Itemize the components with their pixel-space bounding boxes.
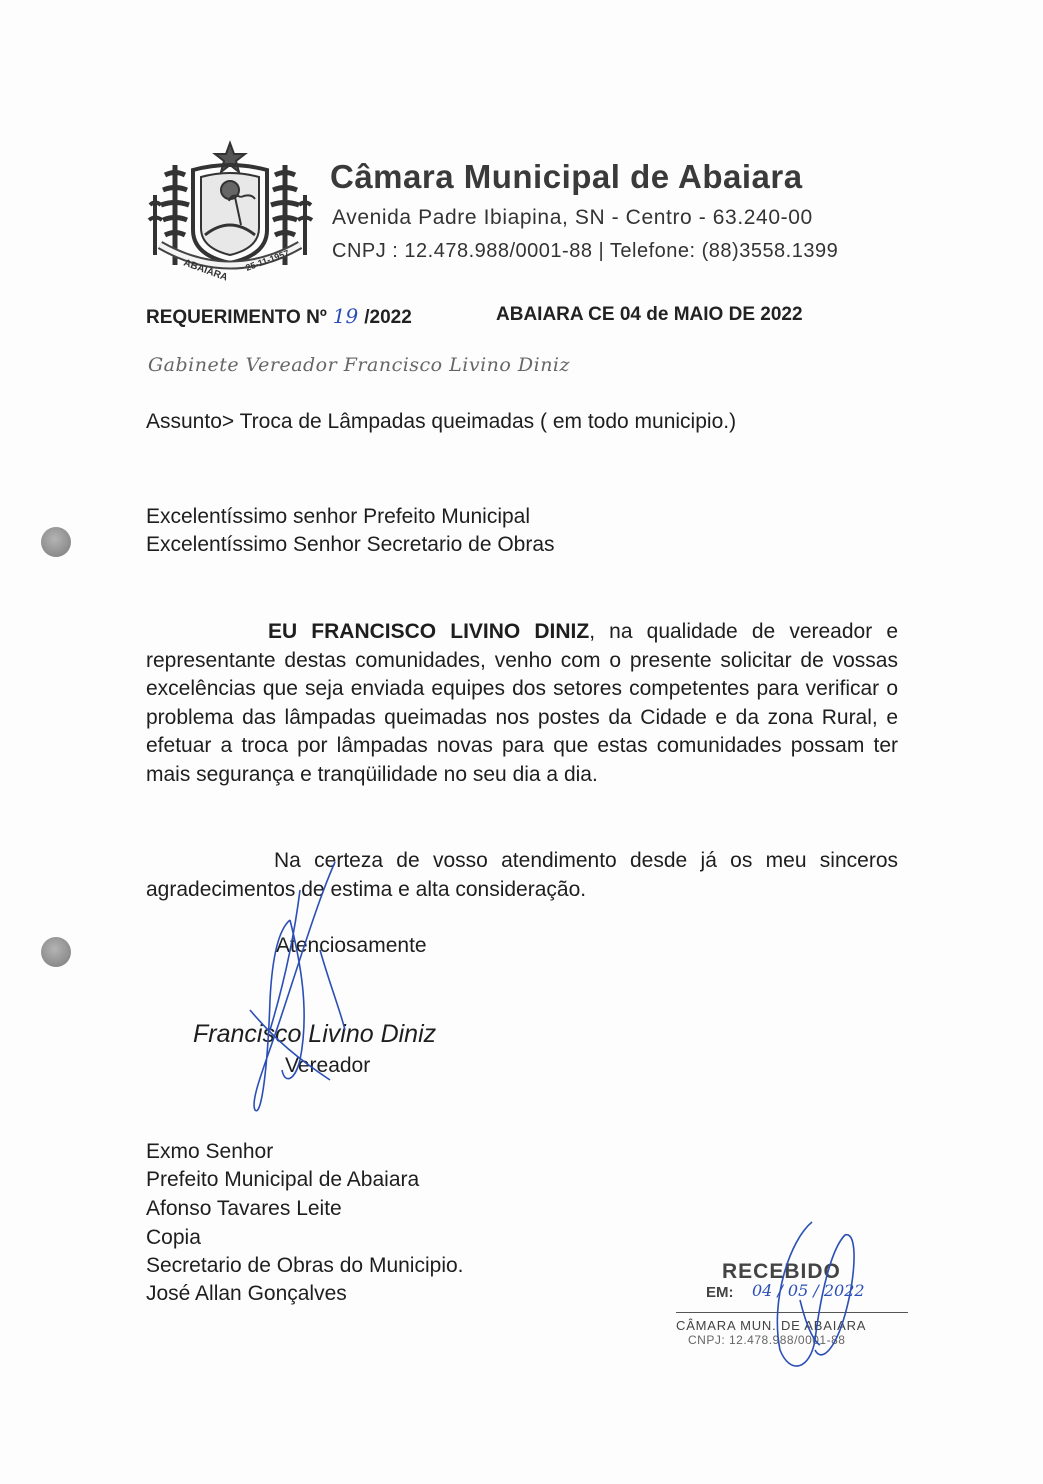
recipient-line: Prefeito Municipal de Abaiara <box>146 1168 420 1191</box>
recipient-line: Copia <box>146 1226 201 1249</box>
org-name: Câmara Municipal de Abaiara <box>330 158 803 195</box>
stamp-cnpj: CNPJ: 12.478.988/0001-88 <box>688 1333 846 1347</box>
addressee-line: Excelentíssimo Senhor Secretario de Obras <box>146 533 555 556</box>
requester-name: EU FRANCISCO LIVINO DINIZ <box>268 620 590 643</box>
addressee-line: Excelentíssimo senhor Prefeito Municipal <box>146 505 531 528</box>
signature-role: Vereador <box>285 1054 371 1077</box>
municipal-crest-icon <box>145 135 315 285</box>
stamp-org: CÂMARA MUN. DE ABAIARA <box>676 1318 867 1333</box>
closing: Atenciosamente <box>276 934 427 957</box>
cabinet-line: Gabinete Vereador Francisco Livino Diniz <box>148 354 571 376</box>
org-address: Avenida Padre Ibiapina, SN - Centro - 63.240-00 <box>332 206 813 229</box>
requerimento-number: REQUERIMENTO Nº 19 /2022 <box>146 304 412 328</box>
svg-text:25-11-1957: 25-11-1957 <box>244 247 291 273</box>
recipient-line: Secretario de Obras do Municipio. <box>146 1254 464 1277</box>
recipient-line: Afonso Tavares Leite <box>146 1197 342 1220</box>
recipient-line: José Allan Gonçalves <box>146 1282 347 1305</box>
stamp-divider <box>676 1312 908 1313</box>
svg-text:ABAIARA: ABAIARA <box>181 257 230 284</box>
body-paragraph-2: Na certeza de vosso atendimento desde já os meu sinceros agradecimentos de estima e alta consideração. <box>146 849 898 901</box>
stamp-date: 04 / 05 / 2022 <box>752 1281 865 1300</box>
handwritten-number: 19 <box>332 304 359 328</box>
punch-hole-bottom <box>41 937 71 967</box>
recipient-line: Exmo Senhor <box>146 1140 274 1163</box>
stamp-title: RECEBIDO <box>722 1260 841 1283</box>
place-date: ABAIARA CE 04 de MAIO DE 2022 <box>496 304 803 325</box>
body-paragraph-1: EU FRANCISCO LIVINO DINIZ, na qualidade de vereador e representante destas comunidades, venho com o presente solicitar de vossas excelências que seja enviada equipes dos setores competentes para verificar o problema das lâmpadas queimadas nos postes da Cidade e da zona Rural, e efetuar a troca por lâmpadas novas para que estas comunidades possam ter mais segurança e tranqüilidade no seu dia a dia. <box>146 620 898 786</box>
punch-hole-top <box>41 527 71 557</box>
org-cnpj-phone: CNPJ : 12.478.988/0001-88 | Telefone: (88)3558.1399 <box>332 240 839 262</box>
subject-line: Assunto> Troca de Lâmpadas queimadas ( em todo municipio.) <box>146 410 737 433</box>
signature-name: Francisco Livino Diniz <box>193 1020 437 1048</box>
stamp-em-label: EM: <box>706 1284 734 1301</box>
